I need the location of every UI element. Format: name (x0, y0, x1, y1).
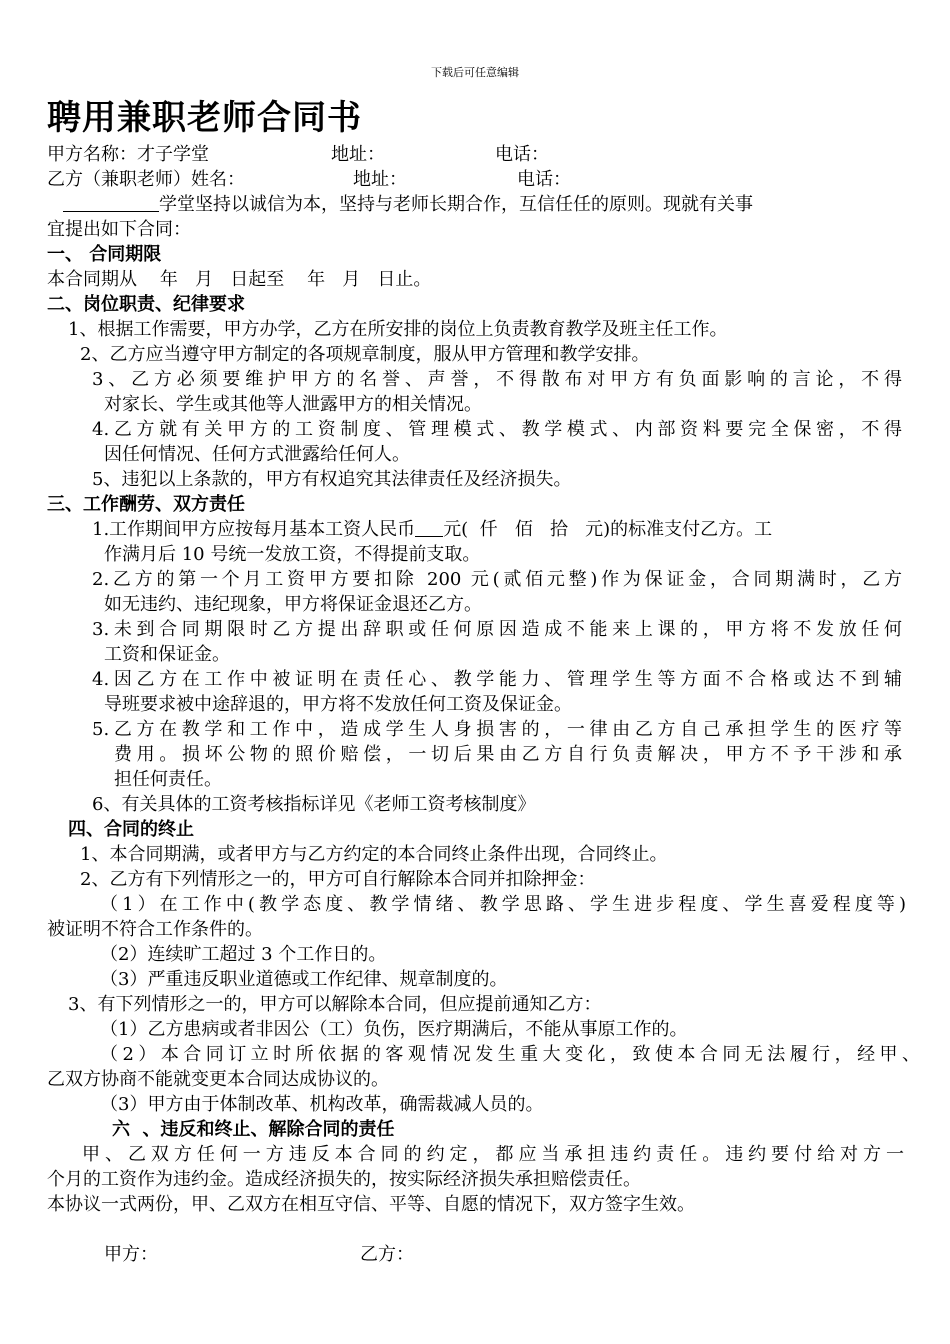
section-2-item-1: 1、根据工作需要，甲方办学，乙方在所安排的岗位上负责教育教学及班主任工作。 (68, 319, 728, 340)
party-b-address: 地址： (353, 169, 407, 190)
section-6-para-line-2: 个月的工资作为违约金。造成经济损失的，按实际经济损失承担赔偿责任。 (47, 1169, 641, 1190)
section-4-item-2-2: （2）连续旷工超过 3 个工作日的。 (100, 944, 387, 965)
section-4-heading: 四、合同的终止 (68, 819, 194, 840)
section-3-item-2-line-1: 2.乙方的第一个月工资甲方要扣除 200 元(贰佰元整)作为保证金，合同期满时，乙方 (92, 569, 902, 590)
section-4-item-1: 1、本合同期满，或者甲方与乙方约定的本合同终止条件出现，合同终止。 (80, 844, 668, 865)
section-3-item-3-line-1: 3.未到合同期限时乙方提出辞职或任何原因造成不能来上课的，甲方将不发放任何 (92, 619, 902, 640)
watermark-text: 下载后可任意编辑 (431, 66, 519, 79)
section-4-item-3: 3、有下列情形之一的，甲方可以解除本合同，但应提前通知乙方： (68, 994, 602, 1015)
section-2-item-5: 5、违犯以上条款的，甲方有权追究其法律责任及经济损失。 (92, 469, 572, 490)
party-a-phone: 电话： (495, 144, 549, 165)
section-3-item-5-line-3: 担任何责任。 (114, 769, 222, 790)
section-4-item-3-2-line-2: 乙双方协商不能就变更本合同达成协议的。 (47, 1069, 389, 1090)
party-b-name: 乙方（兼职老师）姓名： (47, 169, 245, 190)
section-2-item-3-line-1: 3、乙方必须要维护甲方的名誉、声誉，不得散布对甲方有负面影响的言论，不得 (92, 369, 902, 390)
section-4-item-3-2-line-1: （2）本合同订立时所依据的客观情况发生重大变化，致使本合同无法履行，经甲、 (100, 1044, 920, 1065)
section-1-heading: 一、 合同期限 (47, 244, 162, 265)
section-6-heading: 六 、违反和终止、解除合同的责任 (112, 1119, 395, 1140)
section-6-para-line-1: 甲、乙双方任何一方违反本合同的约定，都应当承担违约责任。违约要付给对方一 (82, 1144, 904, 1165)
section-2-item-2: 2、乙方应当遵守甲方制定的各项规章制度，服从甲方管理和教学安排。 (80, 344, 650, 365)
section-3-item-2-line-2: 如无违约、违纪现象，甲方将保证金退还乙方。 (104, 594, 482, 615)
section-4-item-2-3: （3）严重违反职业道德或工作纪律、规章制度的。 (100, 969, 508, 990)
section-4-item-2-1-line-1: （1）在工作中(教学态度、教学情绪、教学思路、学生进步程度、学生喜爱程度等) (100, 894, 906, 915)
section-3-item-6: 6、有关具体的工资考核指标详见《老师工资考核制度》 (92, 794, 536, 815)
section-3-item-4-line-2: 导班要求被中途辞退的，甲方将不发放任何工资及保证金。 (104, 694, 572, 715)
intro-line-2: 宜提出如下合同： (47, 219, 191, 240)
intro-text-1: 学堂坚持以诚信为本，坚持与老师长期合作，互信任任的原则。现就有关事 (159, 194, 753, 215)
section-2-heading: 二、岗位职责、纪律要求 (47, 294, 245, 315)
section-1-term-line: 本合同期从 年 月 日起至 年 月 日止。 (47, 269, 432, 290)
signature-party-a: 甲方： (104, 1244, 158, 1265)
intro-line-1 (63, 193, 905, 217)
school-name-blank (63, 193, 159, 212)
salary-text-a: 1.工作期间甲方应按每月基本工资人民币 (92, 519, 416, 540)
section-2-item-4-line-1: 4.乙方就有关甲方的工资制度、管理模式、教学模式、内部资料要完全保密，不得 (92, 419, 902, 440)
party-b-phone: 电话： (517, 169, 571, 190)
document-title: 聘用兼职老师合同书 (47, 98, 362, 138)
section-2-item-4-line-2: 因任何情况、任何方式泄露给任何人。 (104, 444, 410, 465)
section-3-item-3-line-2: 工资和保证金。 (104, 644, 230, 665)
section-3-item-1-line-2: 作满月后 10 号统一发放工资，不得提前支取。 (104, 544, 481, 565)
section-3-item-5-line-1: 5.乙方在教学和工作中，造成学生人身损害的，一律由乙方自己承担学生的医疗等 (92, 719, 902, 740)
section-4-item-2-1-line-2: 被证明不符合工作条件的。 (47, 919, 263, 940)
section-4-item-3-3: （3）甲方由于体制改革、机构改革，确需裁减人员的。 (100, 1094, 544, 1115)
party-a-name: 甲方名称：才子学堂 (47, 144, 209, 165)
section-3-item-1-line-1 (92, 518, 904, 542)
salary-text-b: 元( 仟 佰 拾 元)的标准支付乙方。工 (443, 519, 773, 540)
section-3-heading: 三、工作酬劳、双方责任 (47, 494, 245, 515)
section-3-item-4-line-1: 4.因乙方在工作中被证明在责任心、教学能力、管理学生等方面不合格或达不到辅 (92, 669, 902, 690)
section-2-item-3-line-2: 对家长、学生或其他等人泄露甲方的相关情况。 (104, 394, 482, 415)
closing-statement: 本协议一式两份，甲、乙双方在相互守信、平等、自愿的情况下，双方签字生效。 (47, 1194, 695, 1215)
salary-amount-blank (415, 518, 443, 537)
section-4-item-3-1: （1）乙方患病或者非因公（工）负伤，医疗期满后，不能从事原工作的。 (100, 1019, 688, 1040)
signature-party-b: 乙方： (360, 1244, 414, 1265)
section-3-item-5-line-2: 费用。损坏公物的照价赔偿，一切后果由乙方自行负责解决，甲方不予干涉和承 (114, 744, 902, 765)
section-4-item-2: 2、乙方有下列情形之一的，甲方可自行解除本合同并扣除押金： (80, 869, 596, 890)
party-a-address: 地址： (331, 144, 385, 165)
